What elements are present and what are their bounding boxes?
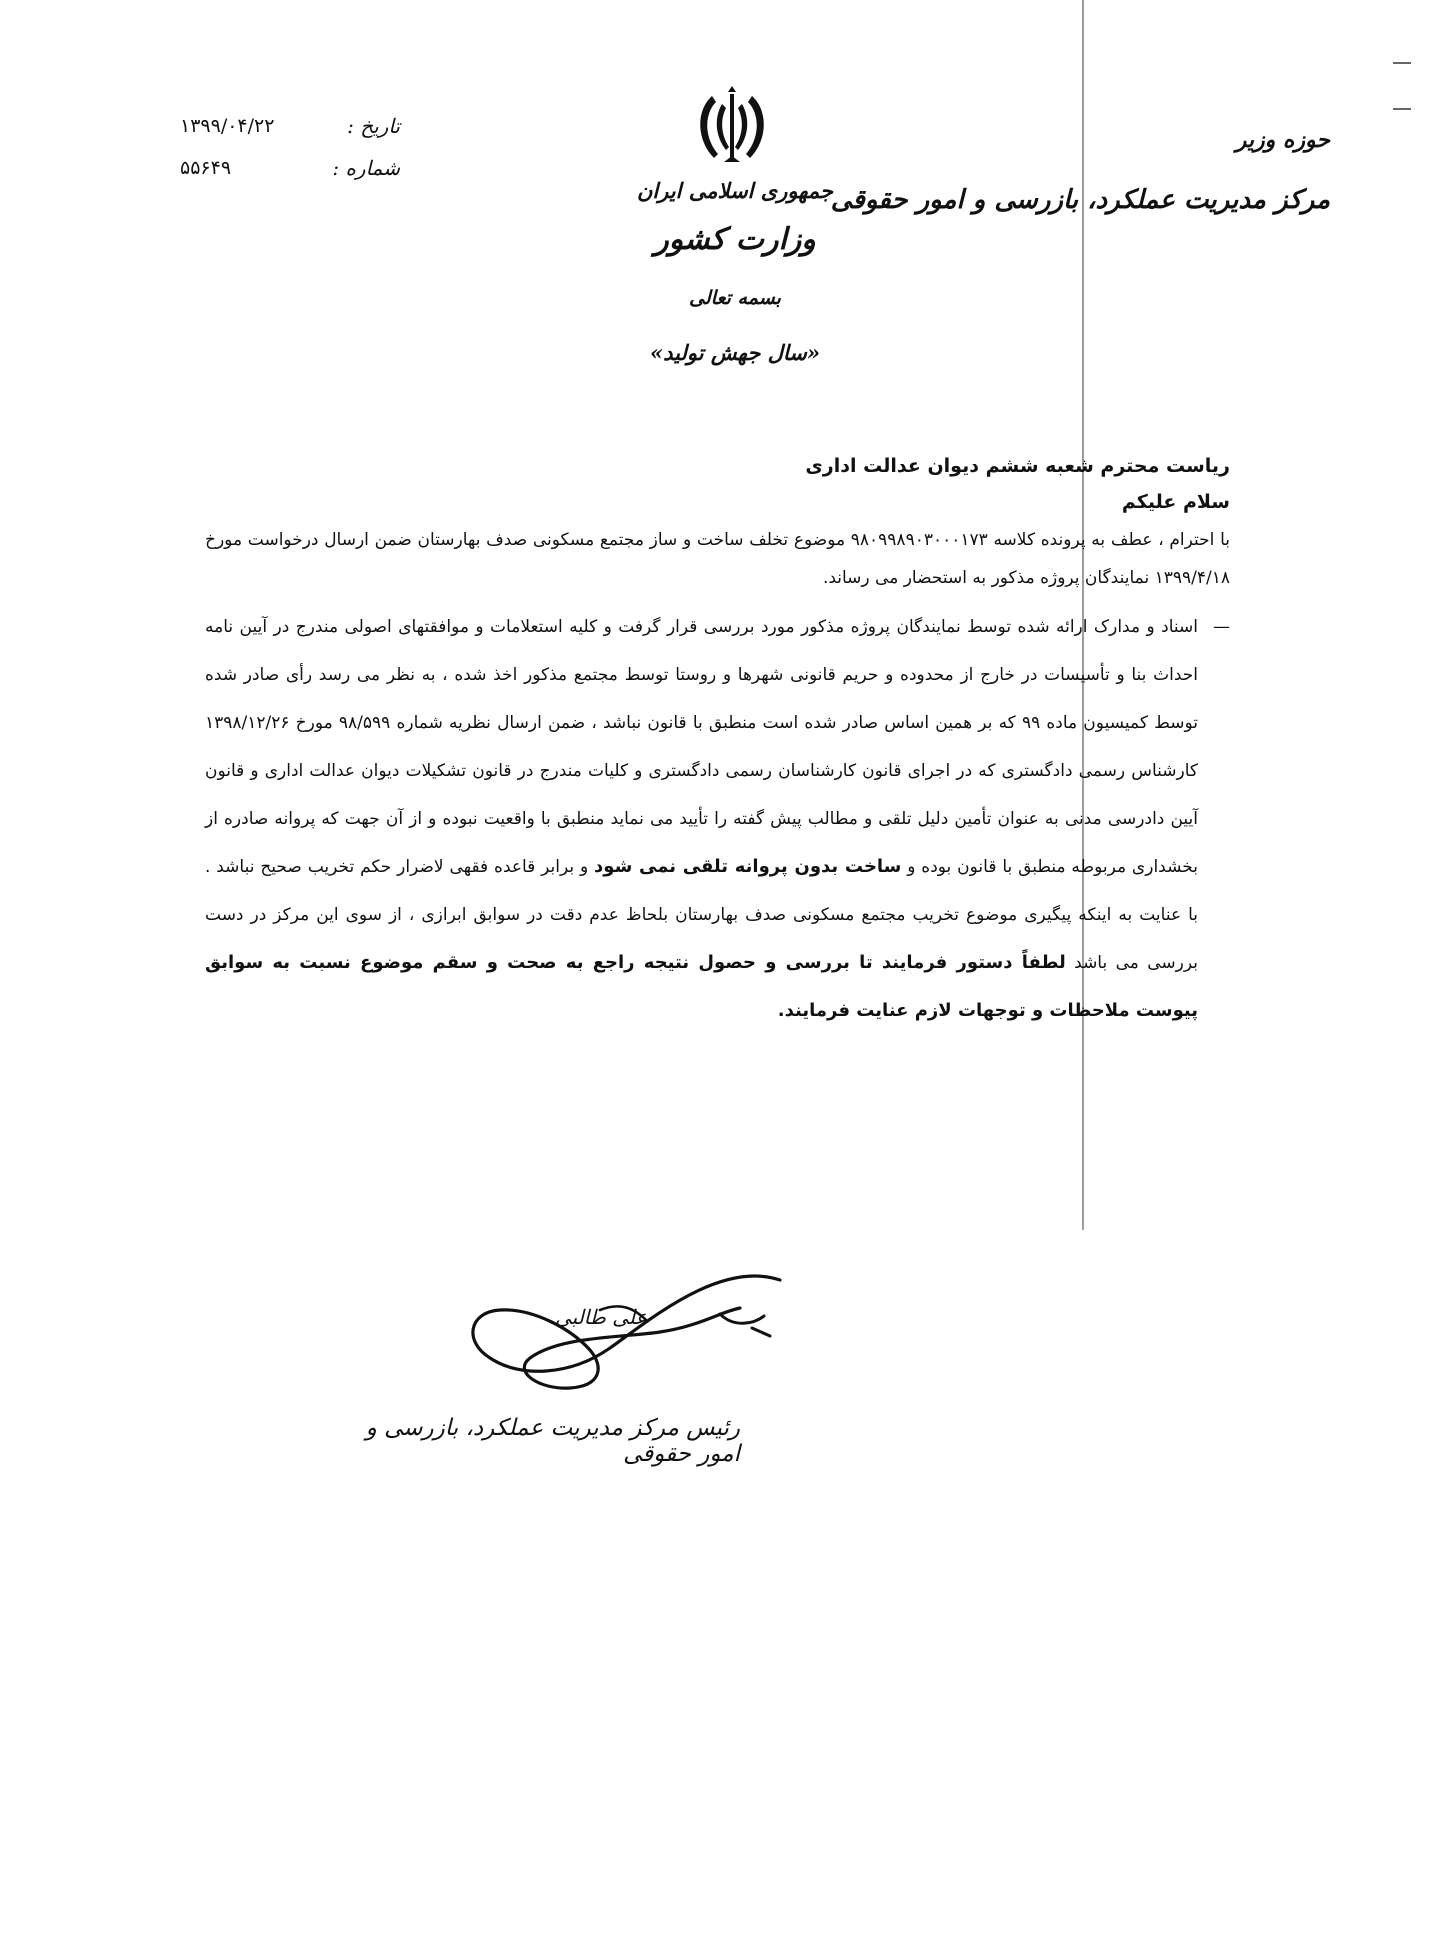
letter-main-paragraph <box>205 603 1230 1035</box>
bullet-dash: — <box>1213 617 1230 637</box>
office-header <box>830 115 1330 225</box>
year-slogan: «سال جهش تولید» <box>649 340 820 365</box>
signer-name: علی طالبی <box>555 1305 648 1329</box>
date-value: ۱۳۹۹/۰۴/۲۲ <box>180 115 275 137</box>
republic-title: جمهوری اسلامی ایران <box>636 178 834 203</box>
iran-emblem-icon <box>682 78 782 168</box>
number-value: ۵۵۶۴۹ <box>180 157 232 179</box>
signer-title: رئیس مرکز مدیریت عملکرد، بازرسی و امور حقوقی <box>365 1415 740 1467</box>
date-label: تاریخ : <box>347 114 400 138</box>
letter-intro: با احترام ، عطف به پرونده کلاسه ۹۸۰۹۹۸۹۰۳۰۰۰۱۷۳ موضوع تخلف ساخت و ساز مجتمع مسکونی صدف بهارستان ضمن ارسال درخواست مورخ ۱۳۹۹/۴/۱۸ نمایندگان پروژه مذکور به استحضار می رساند. <box>205 530 1230 588</box>
ministry-title: وزارت کشور <box>654 222 816 257</box>
center-name: مرکز مدیریت عملکرد، بازرسی و امور حقوقی <box>830 185 1330 215</box>
number-row <box>180 147 400 189</box>
scan-edge-mark <box>1393 108 1411 110</box>
date-row <box>180 105 400 147</box>
letter-greeting: سلام علیکم <box>1121 491 1230 513</box>
letter-recipient: ریاست محترم شعبه ششم دیوان عدالت اداری <box>805 455 1230 477</box>
number-label: شماره : <box>332 156 400 180</box>
office-name: حوزه وزیر <box>1235 127 1330 153</box>
bismillah-text: بسمه تعالی <box>689 287 781 309</box>
reference-block <box>180 105 400 189</box>
body-text-part1: اسناد و مدارک ارائه شده توسط نمایندگان پروژه مذکور مورد بررسی قرار گرفت و کلیه استعلامات و موافقتهای اصولی مندرج در آیین نامه احداث بنا و تأسیسات در خارج از محدوده و حریم قانونی شهرها و روستا توسط مجتمع مذکور اخذ شده ، به نظر می رسد رأی صادر شده توسط کمیسیون ماده ۹۹ که بر همین اساس صادر شده است منطبق با قانون نباشد ، ضمن ارسال نظریه شماره ۹۸/۵۹۹ مورخ ۱۳۹۸/۱۲/۲۶ کارشناس رسمی دادگستری که در اجرای قانون کارشناسان رسمی دادگستری و کلیات مندرج در قانون تشکیلات دیوان عدالت اداری و قانون آیین دادرسی مدنی به عنوان تأمین دلیل تلقی و مطالب پیش گفته را تأیید می نماید منطبق با واقعیت نبوده و از آن جهت که پروانه صادره از بخشداری مربوطه منطبق با قانون بوده و <box>205 617 1198 877</box>
body-text-part2: و برابر قاعده فقهی لاضرار حکم تخریب صحیح نباشد . با عنایت به اینکه پیگیری موضوع تخریب مجتمع مسکونی صدف بهارستان بلحاظ عدم دقت در سوابق ابرازی ، از سوی این مرکز در دست بررسی می باشد <box>205 857 1198 973</box>
body-emphasis-2: لطفاً دستور فرمایند تا بررسی و حصول نتیجه راجع به صحت و سقم موضوع نسبت به سوابق پیوست ملاحظات و توجهات لازم عنایت فرمایند. <box>205 952 1198 1021</box>
letter-body <box>205 455 1230 1035</box>
scan-edge-mark <box>1393 62 1411 64</box>
body-emphasis-1: ساخت بدون پروانه تلقی نمی شود <box>594 856 902 877</box>
